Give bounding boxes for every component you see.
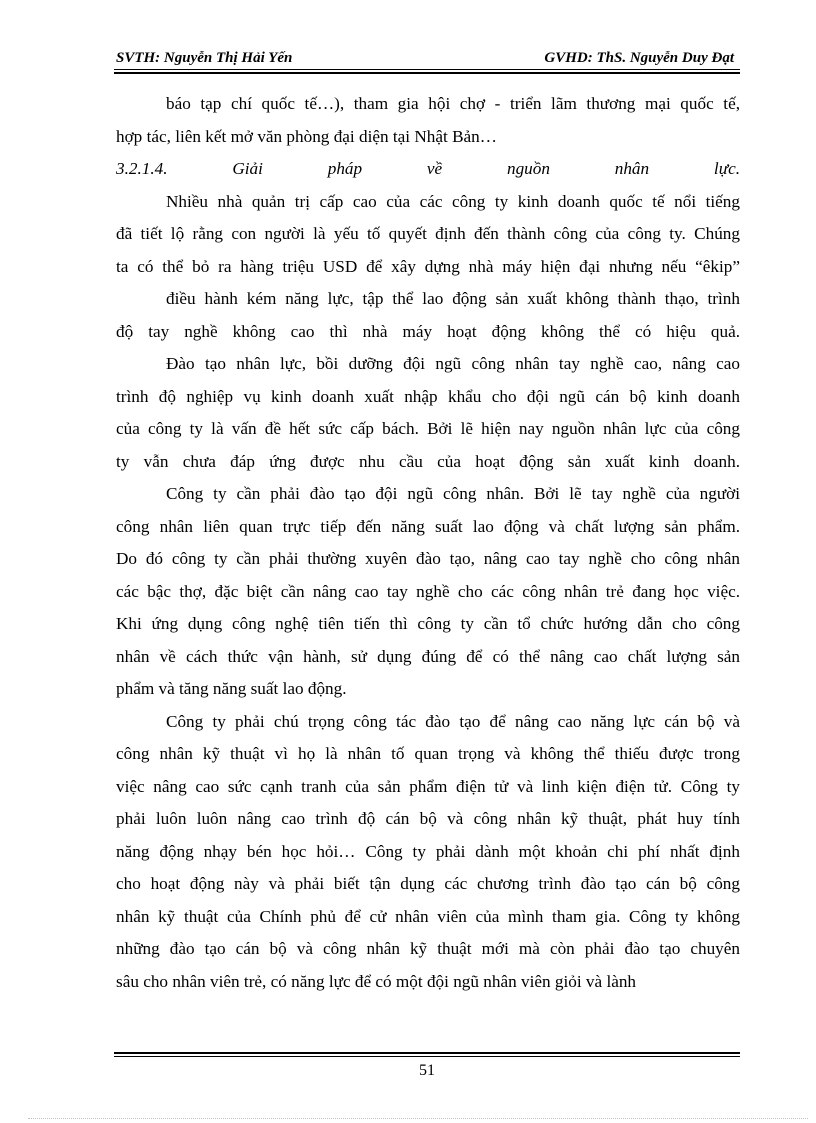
body-line: Công ty phải chú trọng công tác đào tạo để nâng cao năng lực cán bộ và — [166, 711, 740, 731]
body-line: năng động nhạy bén học hỏi… Công ty phải dành một khoản chi phí nhất định — [116, 841, 740, 861]
body-line: điều hành kém năng lực, tập thể lao động sản xuất không thành thạo, trình — [166, 289, 740, 308]
body-line: sâu cho nhân viên trẻ, có năng lực để có một đội ngũ nhân viên giỏi và lành — [116, 971, 637, 991]
body-line: công nhân liên quan trực tiếp đến năng suất lao động và chất lượng sản phẩm. — [116, 516, 740, 536]
header-rule-thin — [114, 69, 740, 70]
body-line: Do đó công ty cần phải thường xuyên đào tạo, nâng cao tay nghề cho công nhân — [116, 549, 740, 568]
body-line: các bậc thợ, đặc biệt cần nâng cao tay nghề cho các công nhân trẻ đang học việc. — [116, 581, 740, 601]
header-student: SVTH: Nguyễn Thị Hải Yến — [116, 50, 293, 66]
footer-rule-thin — [114, 1056, 740, 1057]
header-advisor: GVHD: ThS. Nguyễn Duy Đạt — [544, 50, 734, 66]
body-line: trình độ nghiệp vụ kinh doanh xuất nhập khẩu cho đội ngũ cán bộ kinh doanh — [116, 386, 740, 406]
footer-dotted-border — [28, 1118, 808, 1119]
body-line: Khi ứng dụng công nghệ tiên tiến thì công ty cần tổ chức hướng dẫn cho công — [116, 614, 740, 633]
body-line: cho hoạt động này và phải biết tận dụng các chương trình đào tạo cán bộ công — [116, 874, 740, 893]
body-line: những đào tạo cán bộ và công nhân kỹ thuật mới mà còn phải đào tạo chuyên — [116, 939, 740, 958]
body-line: Công ty cần phải đào tạo đội ngũ công nhân. Bởi lẽ tay nghề của người — [166, 484, 740, 503]
body-line: phải luôn luôn nâng cao trình độ cán bộ và công nhân kỹ thuật, phát huy tính — [116, 809, 740, 828]
body-line: độ tay nghề không cao thì nhà máy hoạt động không thể có hiệu quả. — [116, 321, 740, 341]
body-line: công nhân kỹ thuật vì họ là nhân tố quan trọng và không thể thiếu được trong — [116, 744, 740, 763]
body-line: hợp tác, liên kết mở văn phòng đại diện tại Nhật Bản… — [116, 126, 497, 146]
header-rule-thick — [114, 72, 740, 74]
body-line: việc nâng cao sức cạnh tranh của sản phẩm điện tử và linh kiện điện tử. Công ty — [116, 776, 740, 796]
body-line: Nhiều nhà quản trị cấp cao của các công ty kinh doanh quốc tế nổi tiếng — [166, 191, 740, 211]
body-line: của công ty là vấn đề hết sức cấp bách. Bởi lẽ hiện nay nguồn nhân lực của công — [116, 419, 740, 438]
page-header — [114, 49, 740, 69]
body-line: báo tạp chí quốc tế…), tham gia hội chợ - triển lãm thương mại quốc tế, — [166, 94, 740, 113]
body-line: nhân kỹ thuật của Chính phủ để cử nhân viên của mình tham gia. Công ty không — [116, 906, 740, 926]
page-number: 51 — [419, 1062, 435, 1079]
body-line: đã tiết lộ rằng con người là yếu tố quyết định đến thành công của công ty. Chúng — [116, 224, 740, 243]
body-line: ta có thể bỏ ra hàng triệu USD để xây dựng nhà máy hiện đại nhưng nếu “êkip” — [116, 256, 740, 276]
body-line: nhân về cách thức vận hành, sử dụng đúng để có thể nâng cao chất lượng sản — [116, 646, 740, 666]
section-heading: 3.2.1.4. Giải pháp về nguồn nhân lực. — [116, 159, 740, 178]
body-line: Đào tạo nhân lực, bồi dưỡng đội ngũ công nhân tay nghề cao, nâng cao — [166, 354, 740, 373]
body-line: phẩm và tăng năng suất lao động. — [116, 679, 347, 698]
footer-rule-thick — [114, 1052, 740, 1054]
body-line: ty vẫn chưa đáp ứng được nhu cầu của hoạt động sản xuất kinh doanh. — [116, 451, 740, 471]
body-text — [116, 88, 740, 998]
